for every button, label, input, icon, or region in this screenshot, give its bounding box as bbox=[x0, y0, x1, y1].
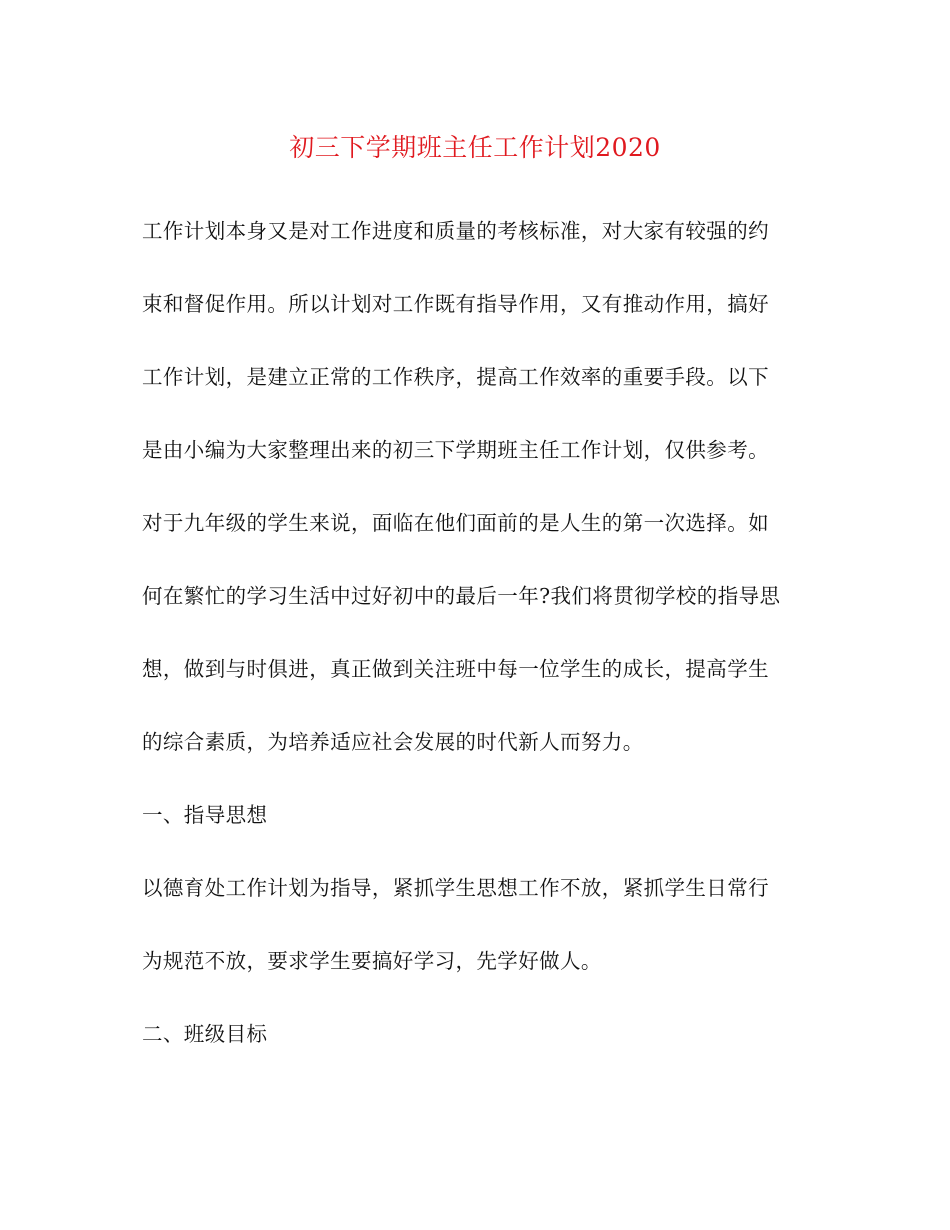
paragraph-line-3: 工作计划，是建立正常的工作秩序，提高工作效率的重要手段。以下 bbox=[142, 365, 769, 389]
paragraph-line-1: 工作计划本身又是对工作进度和质量的考核标准，对大家有较强的约 bbox=[142, 219, 769, 243]
document-title: 初三下学期班主任工作计划2020 bbox=[289, 133, 661, 162]
paragraph-line-10: 为规范不放，要求学生要搞好学习，先学好做人。 bbox=[142, 949, 602, 973]
paragraph-line-7: 想，做到与时俱进，真正做到关注班中每一位学生的成长，提高学生 bbox=[142, 657, 769, 681]
paragraph-line-8: 的综合素质，为培养适应社会发展的时代新人而努力。 bbox=[142, 730, 644, 754]
paragraph-line-4: 是由小编为大家整理出来的初三下学期班主任工作计划，仅供参考。 bbox=[142, 438, 769, 462]
paragraph-line-6: 何在繁忙的学习生活中过好初中的最后一年?我们将贯彻学校的指导思 bbox=[142, 584, 781, 608]
section-heading-1: 一、指导思想 bbox=[142, 803, 268, 827]
paragraph-line-5: 对于九年级的学生来说，面临在他们面前的是人生的第一次选择。如 bbox=[142, 511, 769, 535]
paragraph-line-2: 束和督促作用。所以计划对工作既有指导作用，又有推动作用，搞好 bbox=[142, 292, 769, 316]
section-heading-2: 二、班级目标 bbox=[142, 1022, 268, 1046]
paragraph-line-9: 以德育处工作计划为指导，紧抓学生思想工作不放，紧抓学生日常行 bbox=[142, 876, 769, 900]
